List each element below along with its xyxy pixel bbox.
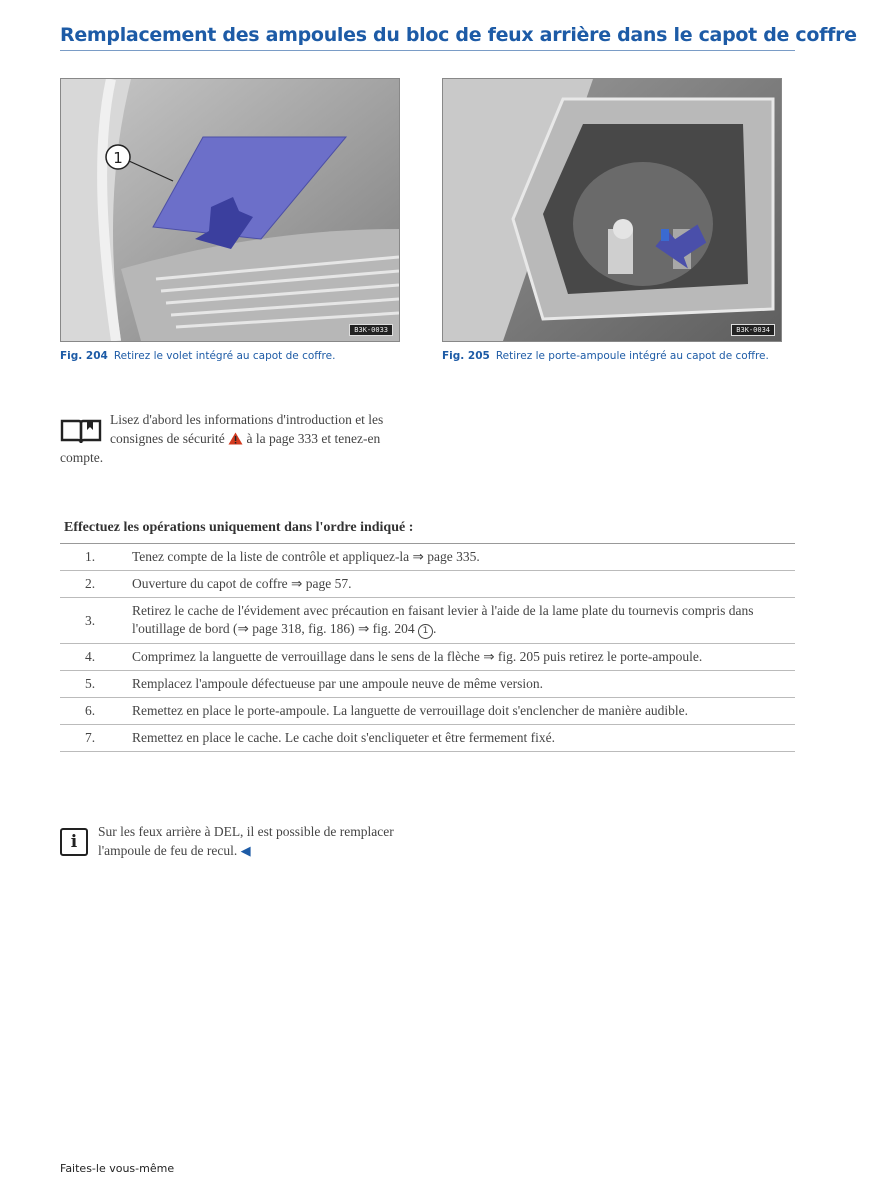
figure-205-text: Retirez le porte-ampoule intégré au capot de coffre. bbox=[495, 350, 769, 362]
step-row bbox=[60, 725, 795, 752]
step-number: 4. bbox=[84, 649, 96, 664]
step-row bbox=[60, 544, 795, 571]
figure-204-image bbox=[60, 78, 400, 342]
step-number: 7. bbox=[84, 730, 96, 745]
figure-205-code: B3K-0034 bbox=[731, 324, 775, 336]
step-text: Retirez le cache de l'évidement avec précaution en faisant levier à l'aide de la lame plate du tournevis compris dans l'outillage de bord (⇒ page 318, fig. 186) ⇒ fig. 204 bbox=[132, 603, 754, 636]
step-text: Remplacez l'ampoule défectueuse par une ampoule neuve de même version. bbox=[132, 676, 544, 691]
step-number: 1. bbox=[84, 549, 96, 564]
page-footer: Faites-le vous-même bbox=[60, 1162, 175, 1175]
step-text: Remettez en place le porte-ampoule. La languette de verrouillage doit s'enclencher de manière audible. bbox=[132, 703, 689, 718]
book-icon bbox=[60, 416, 102, 446]
step-text: Comprimez la languette de verrouillage dans le sens de la flèche ⇒ fig. 205 puis retirez le porte-ampoule. bbox=[132, 649, 703, 664]
figure-205-number: Fig. 205 bbox=[442, 350, 490, 362]
info-note bbox=[60, 822, 420, 860]
step-number: 5. bbox=[84, 676, 96, 691]
step-text: Remettez en place le cache. Le cache doit s'encliqueter et être fermement fixé. bbox=[132, 730, 555, 745]
figure-204-text: Retirez le volet intégré au capot de coffre. bbox=[113, 350, 336, 362]
steps-table bbox=[60, 543, 795, 752]
intro-text-after: à la page 333 et tenez-en compte. bbox=[60, 431, 381, 465]
step-row bbox=[60, 598, 795, 644]
figure-204-callout: 1 bbox=[113, 149, 123, 167]
end-marker-icon: ◀ bbox=[240, 843, 251, 858]
figure-205-caption bbox=[442, 348, 787, 364]
figure-204-code: B3K-0033 bbox=[349, 324, 393, 336]
steps-title: Effectuez les opérations uniquement dans l'ordre indiqué : bbox=[64, 520, 414, 535]
figure-205-image bbox=[442, 78, 782, 342]
step-callout: 1 bbox=[418, 624, 433, 639]
step-row bbox=[60, 698, 795, 725]
step-row bbox=[60, 671, 795, 698]
page-title: Remplacement des ampoules du bloc de feux arrière dans le capot de coffre bbox=[60, 24, 795, 51]
figure-204-caption bbox=[60, 348, 400, 364]
step-row bbox=[60, 571, 795, 598]
step-text: Tenez compte de la liste de contrôle et appliquez-la ⇒ page 335. bbox=[132, 549, 480, 564]
step-text: Ouverture du capot de coffre ⇒ page 57. bbox=[132, 576, 352, 591]
step-row bbox=[60, 644, 795, 671]
figure-204-number: Fig. 204 bbox=[60, 350, 108, 362]
step-number: 2. bbox=[84, 576, 96, 591]
step-text-wrapper: Retirez le cache de l'évidement avec précaution en faisant levier à l'aide de la lame plate du tournevis compris dans l'outillage de bord (⇒ page 318, fig. 186) ⇒ fig. 204 1 . bbox=[120, 598, 795, 643]
info-icon: i bbox=[60, 828, 88, 856]
note-text: Sur les feux arrière à DEL, il est possible de remplacer l'ampoule de feu de recul. bbox=[98, 824, 394, 858]
intro-text-before: Lisez d'abord les informations d'introduction et les consignes de sécurité bbox=[110, 412, 384, 446]
intro-paragraph bbox=[60, 410, 420, 467]
step-number: 3. bbox=[84, 612, 96, 628]
warning-icon bbox=[228, 432, 243, 445]
step-number: 6. bbox=[84, 703, 96, 718]
